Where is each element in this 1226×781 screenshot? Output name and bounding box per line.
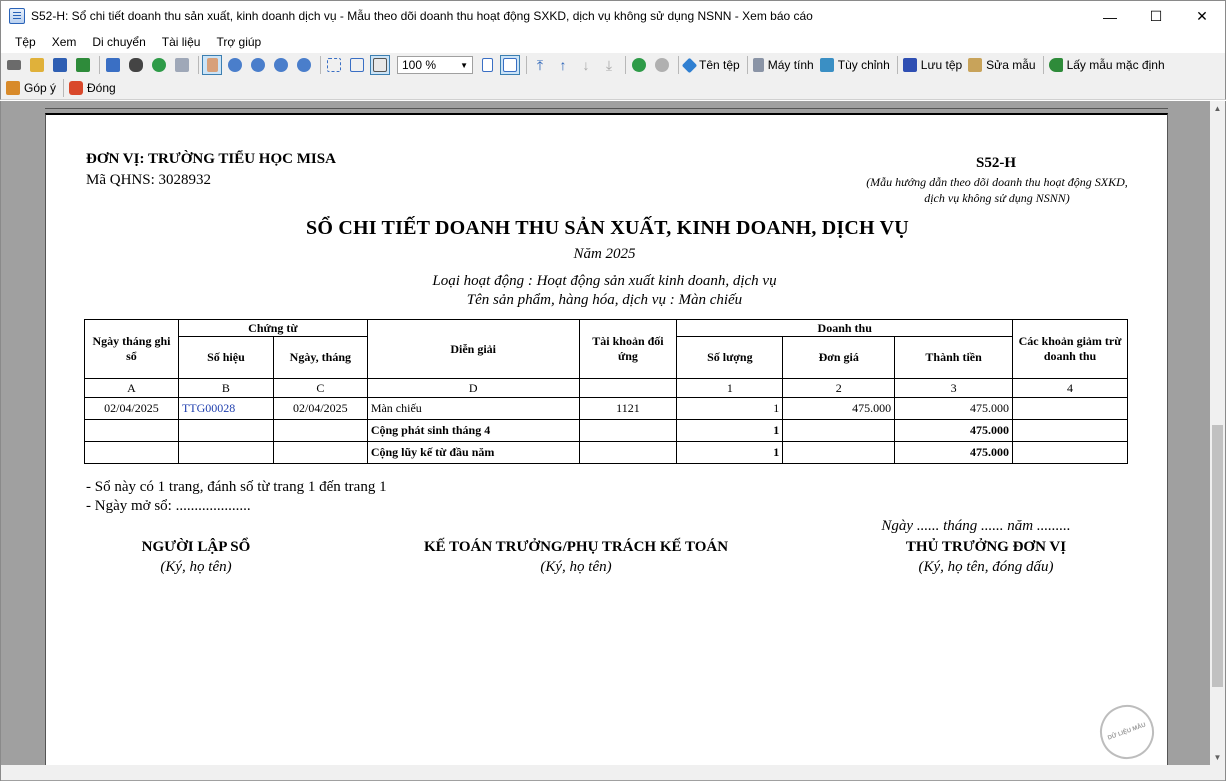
window-controls (1087, 1, 1225, 32)
signer-role: KẾ TOÁN TRƯỞNG/PHỤ TRÁCH KẾ TOÁN (423, 539, 729, 555)
title-bar (0, 0, 1226, 31)
total-month-qty: 1 (677, 420, 783, 442)
minimize-button[interactable]: — (1103, 8, 1117, 25)
signer-hint: (Ký, họ tên) (540, 559, 612, 575)
preview-icon[interactable] (172, 55, 192, 75)
fit-width-icon[interactable] (347, 55, 367, 75)
qhns-code: Mã QHNS: 3028932 (86, 172, 212, 188)
secondary-toolbar (0, 77, 1226, 100)
code-cell: 4 (1013, 379, 1128, 398)
menu-file[interactable]: Tệp (15, 35, 36, 49)
toolbar-separator (320, 56, 321, 74)
save-icon[interactable] (50, 55, 70, 75)
edit-icon (968, 58, 982, 72)
form-code: S52-H (975, 155, 1016, 171)
report-year: Năm 2025 (573, 246, 636, 262)
zoom-icon[interactable] (225, 55, 245, 75)
open-date-note: - Ngày mở sổ: .................... (86, 498, 251, 514)
table-view-icon[interactable] (103, 55, 123, 75)
toolbar-separator (1043, 56, 1044, 74)
refresh-icon[interactable] (149, 55, 169, 75)
customize-button[interactable] (818, 55, 894, 75)
scroll-up-icon[interactable]: ▲ (1213, 104, 1222, 113)
row-qty: 1 (677, 398, 783, 420)
total-year-qty: 1 (677, 442, 783, 464)
empty-cell (579, 420, 677, 442)
file-name-label: Tên tệp (699, 58, 740, 72)
chevron-down-icon: ▼ (460, 60, 468, 70)
empty-cell (1013, 420, 1128, 442)
empty-cell (783, 442, 895, 464)
back-icon[interactable] (629, 55, 649, 75)
total-month-row (85, 420, 1128, 442)
zoom-value: 100 % (402, 58, 437, 72)
form-description: (Mẫu hướng dẫn theo dõi doanh thu hoạt động SXKD, dịch vụ không sử dụng NSNN) (866, 175, 1128, 205)
code-cell: D (367, 379, 579, 398)
toolbar-separator (63, 79, 64, 97)
signer-role: THỦ TRƯỞNG ĐƠN VỊ (905, 539, 1067, 555)
calculator-button[interactable] (751, 55, 818, 75)
code-cell: A (85, 379, 179, 398)
total-month-amount: 475.000 (895, 420, 1013, 442)
scroll-thumb[interactable] (1212, 425, 1223, 687)
zoom-out-icon[interactable] (271, 55, 291, 75)
scrollbar-corner (1210, 765, 1225, 780)
first-page-icon[interactable]: ⤒ (536, 56, 544, 73)
file-name-button[interactable] (682, 55, 744, 75)
header-voucher-no: Số hiệu (178, 337, 273, 379)
single-page-icon[interactable] (477, 55, 497, 75)
signer-accountant (376, 539, 776, 576)
header-qty: Số lượng (677, 337, 783, 379)
header-amount: Thành tiền (895, 337, 1013, 379)
code-cell: B (178, 379, 273, 398)
empty-cell (85, 442, 179, 464)
print-icon[interactable] (4, 55, 24, 75)
main-toolbar (0, 53, 1226, 77)
calculator-icon (753, 58, 764, 72)
voucher-link[interactable]: TTG00028 (178, 398, 273, 420)
feedback-label: Góp ý (24, 81, 57, 95)
calculator-label: Máy tính (767, 58, 814, 72)
customize-label: Tùy chỉnh (837, 58, 890, 72)
signer-role: NGƯỜI LẬP SỔ (141, 539, 251, 555)
maximize-button[interactable]: ☐ (1149, 8, 1163, 24)
code-cell: 1 (677, 379, 783, 398)
toolbar-separator (99, 56, 100, 74)
code-cell (579, 379, 677, 398)
toolbar-separator (198, 56, 199, 74)
forward-icon[interactable] (652, 55, 672, 75)
row-amount: 475.000 (895, 398, 1013, 420)
sample-data-watermark: DỮ LIỆU MẪU (1092, 697, 1161, 766)
row-account: 1121 (579, 398, 677, 420)
total-year-label: Cộng lũy kế từ đầu năm (367, 442, 579, 464)
info-icon (682, 57, 698, 73)
unit-name: ĐƠN VỊ: TRƯỜNG TIỂU HỌC MISA (86, 151, 336, 167)
customize-icon (820, 58, 834, 72)
zoom-select[interactable] (397, 56, 473, 74)
signer-hint: (Ký, họ tên, đóng dấu) (918, 559, 1054, 575)
signer-director (866, 539, 1106, 576)
vertical-scrollbar[interactable] (1210, 101, 1225, 765)
header-voucher: Chứng từ (178, 320, 367, 337)
header-deduction: Các khoản giảm trừ doanh thu (1013, 320, 1128, 379)
megaphone-icon (6, 81, 20, 95)
menu-document[interactable]: Tài liệu (161, 35, 201, 49)
previous-page-icon[interactable]: ↑ (559, 57, 567, 73)
feedback-button[interactable] (4, 78, 60, 98)
menu-help[interactable]: Trợ giúp (216, 35, 262, 49)
header-price: Đơn giá (783, 337, 895, 379)
toolbar-separator (678, 56, 679, 74)
empty-cell (783, 420, 895, 442)
menu-bar (0, 31, 1226, 53)
edit-template-label: Sửa mẫu (986, 58, 1036, 72)
previous-page-edge (45, 108, 1168, 109)
empty-cell (1013, 442, 1128, 464)
default-template-button[interactable] (1047, 55, 1169, 75)
undo-arrow-icon (1049, 58, 1063, 72)
empty-cell (579, 442, 677, 464)
default-template-label: Lấy mẫu mặc định (1066, 58, 1165, 72)
zoom-area-icon[interactable] (294, 55, 314, 75)
horizontal-scrollbar[interactable] (1, 765, 1210, 780)
scroll-down-icon[interactable]: ▼ (1213, 753, 1222, 762)
total-month-label: Cộng phát sinh tháng 4 (367, 420, 579, 442)
product-name: Tên sản phẩm, hàng hóa, dịch vụ : Màn chiếu (466, 292, 743, 308)
actual-size-icon[interactable] (370, 55, 390, 75)
toolbar-separator (625, 56, 626, 74)
window-title: S52-H: Sổ chi tiết doanh thu sản xuất, kinh doanh dịch vụ - Mẫu theo dõi doanh thu hoạt động SXKD, dịch vụ không sử dụng NSNN - Xem báo cáo (31, 9, 813, 23)
table-row (85, 398, 1128, 420)
activity-type: Loại hoạt động : Hoạt động sản xuất kinh doanh, dịch vụ (432, 273, 777, 289)
empty-cell (85, 420, 179, 442)
close-window-button[interactable]: ✕ (1196, 8, 1208, 24)
revenue-ledger-table (84, 319, 1128, 464)
header-voucher-date: Ngày, tháng (273, 337, 367, 379)
row-deduction (1013, 398, 1128, 420)
empty-cell (178, 442, 273, 464)
code-cell: 2 (783, 379, 895, 398)
total-year-row (85, 442, 1128, 464)
edit-template-button[interactable] (966, 55, 1039, 75)
header-revenue: Doanh thu (677, 320, 1013, 337)
total-year-amount: 475.000 (895, 442, 1013, 464)
signer-hint: (Ký, họ tên) (160, 559, 232, 575)
signer-preparer (106, 539, 286, 576)
report-app-icon (9, 8, 25, 24)
fit-page-icon[interactable] (324, 55, 344, 75)
code-cell: C (273, 379, 367, 398)
empty-cell (273, 442, 367, 464)
toolbar-separator (526, 56, 527, 74)
report-page (45, 113, 1168, 765)
floppy-icon (903, 58, 917, 72)
row-voucher-date: 02/04/2025 (273, 398, 367, 420)
last-page-icon[interactable]: ⤓ (605, 56, 613, 73)
page-count-note: - Sổ này có 1 trang, đánh số từ trang 1 đến trang 1 (86, 479, 387, 495)
header-description: Diễn giải (367, 320, 579, 379)
close-report-button[interactable] (67, 78, 120, 98)
export-icon[interactable] (73, 55, 93, 75)
next-page-icon[interactable]: ↓ (582, 57, 590, 73)
find-icon[interactable] (126, 55, 146, 75)
hand-tool-icon[interactable] (202, 55, 222, 75)
empty-cell (273, 420, 367, 442)
open-folder-icon[interactable] (27, 55, 47, 75)
save-file-label: Lưu tệp (920, 58, 963, 72)
code-cell: 3 (895, 379, 1013, 398)
zoom-in-icon[interactable] (248, 55, 268, 75)
report-title: SỔ CHI TIẾT DOANH THU SẢN XUẤT, KINH DOANH, DỊCH VỤ (306, 217, 909, 239)
save-file-button[interactable] (901, 55, 966, 75)
menu-view[interactable]: Xem (51, 35, 77, 49)
toolbar-separator (747, 56, 748, 74)
header-account: Tài khoản đối ứng (579, 320, 677, 379)
header-date: Ngày tháng ghi sổ (85, 320, 179, 379)
row-description: Màn chiếu (367, 398, 579, 420)
power-icon (69, 81, 83, 95)
signature-date: Ngày ...... tháng ...... năm ......... (881, 518, 1071, 534)
column-code-row (85, 379, 1128, 398)
menu-navigate[interactable]: Di chuyển (92, 35, 146, 49)
row-date: 02/04/2025 (85, 398, 179, 420)
empty-cell (178, 420, 273, 442)
continuous-page-icon[interactable] (500, 55, 520, 75)
close-report-label: Đóng (87, 81, 116, 95)
toolbar-separator (897, 56, 898, 74)
row-price: 475.000 (783, 398, 895, 420)
